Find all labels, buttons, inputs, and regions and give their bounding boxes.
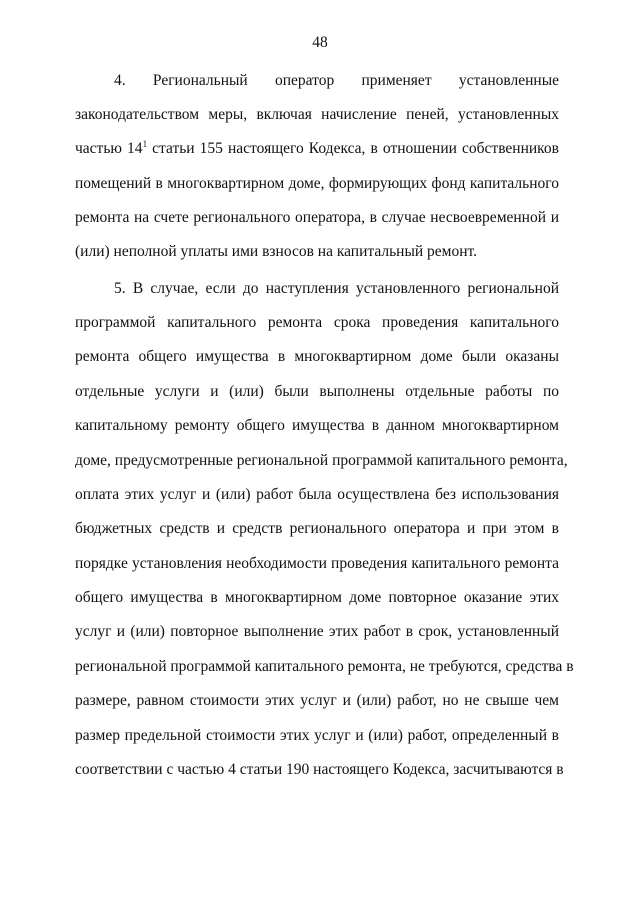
superscript: 1: [142, 139, 148, 149]
text-line: помещений в многоквартирном доме, формирующих фонд капитального: [75, 175, 559, 192]
text-line: размере, равном стоимости этих услуг и (или) работ, но не свыше чем: [75, 692, 559, 709]
text-line: ремонта общего имущества в многоквартирном доме были оказаны: [75, 348, 559, 365]
text-fragment: частью 14: [75, 140, 143, 157]
text-line: оплата этих услуг и (или) работ была осуществлена без использования: [75, 486, 559, 503]
text-line: программой капитального ремонта срока проведения капитального: [75, 314, 559, 331]
text-line: законодательством меры, включая начисление пеней, установленных: [75, 106, 559, 123]
text-line: порядке установления необходимости проведения капитального ремонта: [75, 555, 559, 572]
text-line: ремонта на счете регионального оператора, в случае несвоевременной и: [75, 209, 559, 226]
text-line: общего имущества в многоквартирном доме повторное оказание этих: [75, 589, 559, 606]
text-line: 4. Региональный оператор применяет установленные: [114, 72, 559, 89]
text-line: (или) неполной уплаты ими взносов на капитальный ремонт.: [75, 243, 478, 260]
text-line: доме, предусмотренные региональной программой капитального ремонта,: [75, 452, 568, 469]
text-line: бюджетных средств и средств регионального оператора и при этом в: [75, 520, 559, 537]
text-line: размер предельной стоимости этих услуг и (или) работ, определенный в: [75, 727, 559, 744]
text-line: отдельные услуги и (или) были выполнены отдельные работы по: [75, 383, 559, 400]
text-fragment: статьи 155 настоящего Кодекса, в отношении собственников: [147, 140, 559, 157]
text-line: региональной программой капитального ремонта, не требуются, средства в: [75, 658, 574, 675]
text-line: 5. В случае, если до наступления установленного региональной: [114, 280, 559, 297]
text-line-with-superscript: [75, 139, 559, 159]
text-line: услуг и (или) повторное выполнение этих работ в срок, установленный: [75, 623, 559, 640]
text-line: соответствии с частью 4 статьи 190 настоящего Кодекса, засчитываются в: [75, 761, 564, 778]
text-line: капитальному ремонту общего имущества в данном многоквартирном: [75, 417, 559, 434]
page-number: 48: [312, 34, 328, 51]
